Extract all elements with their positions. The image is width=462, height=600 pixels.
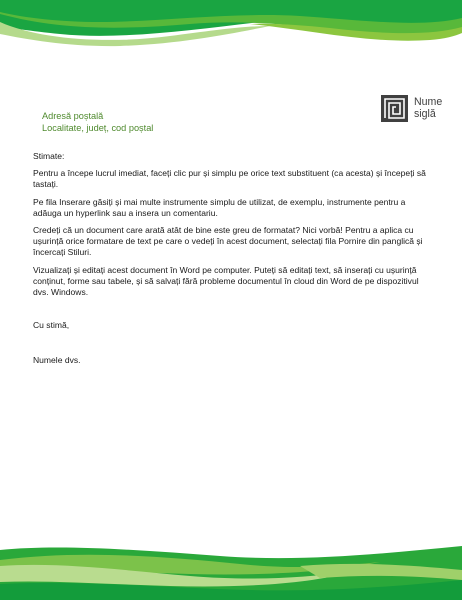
- letter-body: [33, 151, 429, 373]
- closing[interactable]: Cu stimă,: [33, 320, 70, 331]
- logo-line-2: siglă: [414, 108, 436, 120]
- address-line-2: Localitate, județ, cod poștal: [42, 123, 154, 133]
- signature-name[interactable]: Numele dvs.: [33, 355, 81, 366]
- body-paragraph[interactable]: Vizualizați și editați acest document în Word pe computer. Puteți să editați text, să inserați cu ușurință conținut, forme sau tabele, și să salvați fără probleme documentul în cloud din Word de pe dispozitivul dvs. Windows.: [33, 264, 419, 298]
- sender-address: [42, 110, 153, 134]
- body-paragraph[interactable]: Pe fila Inserare găsiți și mai multe instrumente simplu de utilizat, de exemplu, instrumente pentru a adăuga un hyperlink sau a insera un comentariu.: [33, 196, 406, 218]
- footer-wave-decoration: [0, 540, 462, 600]
- body-paragraph[interactable]: Credeți că un document care arată atât de bine este greu de formatat? Nici vorbă! Pentru a aplica cu ușurință orice formatare de text pe care o vedeți în acest document, selectați fila Pornire din panglică și încercați Stiluri.: [33, 225, 423, 258]
- address-line-1: Adresă poștală: [42, 111, 104, 121]
- maze-logo-icon: [381, 95, 408, 122]
- logo-name: [414, 96, 442, 120]
- header-wave-decoration: [0, 0, 462, 48]
- body-paragraph[interactable]: Pentru a începe lucrul imediat, faceți clic pur și simplu pe orice text substituent (ca acesta) și începeți să tastați.: [33, 168, 426, 190]
- salutation[interactable]: Stimate:: [33, 151, 65, 161]
- logo-placeholder[interactable]: [381, 95, 461, 125]
- logo-line-1: Nume: [414, 96, 443, 108]
